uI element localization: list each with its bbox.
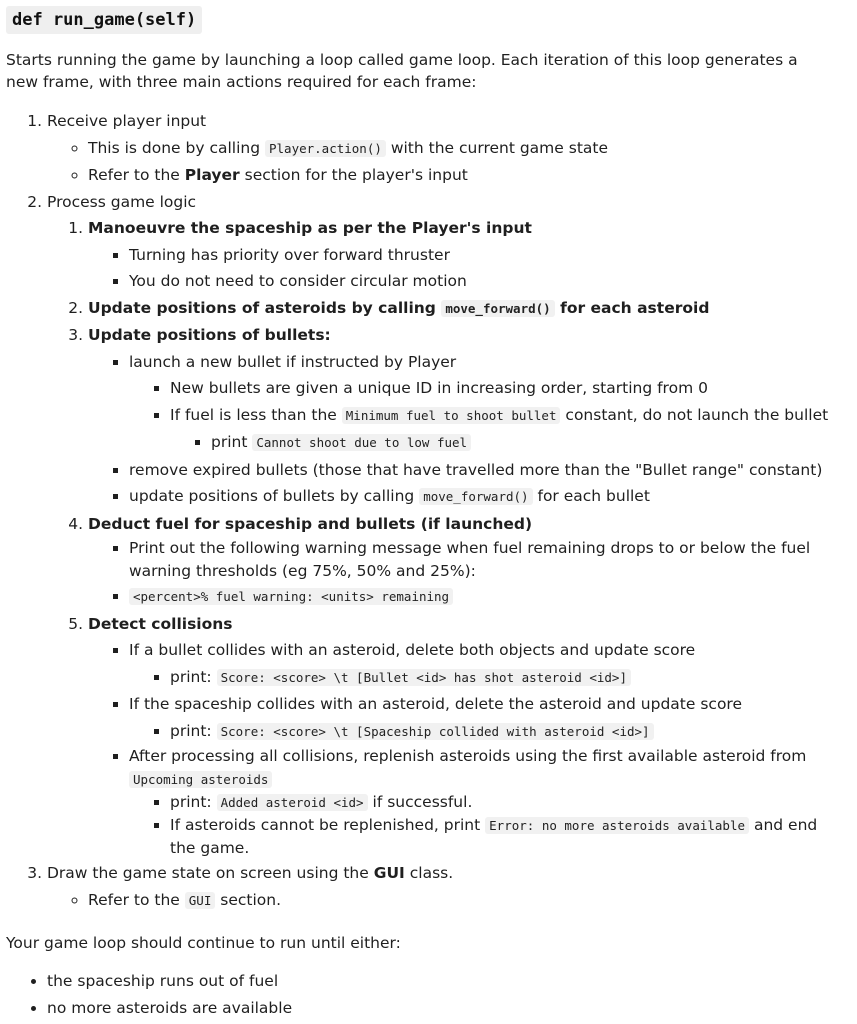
list-item <box>129 637 837 691</box>
text: print: <box>170 793 212 811</box>
method-heading: def run_game(self) <box>6 6 202 34</box>
text: for each bullet <box>537 487 650 505</box>
code-snippet: GUI <box>185 892 216 909</box>
text: print: <box>170 667 212 686</box>
text: section for the player's input <box>244 166 468 184</box>
text: print <box>211 433 248 451</box>
code-snippet: Score: <score> \t [Bullet <id> has shot asteroid <id>] <box>217 669 631 686</box>
text: If asteroids cannot be replenished, print <box>170 816 481 834</box>
code-snippet: Added asteroid <id> <box>217 794 368 811</box>
substep-fuel <box>88 511 837 611</box>
substep-label: Detect collisions <box>88 614 233 633</box>
text: for each asteroid <box>560 298 710 317</box>
substep-bullets <box>88 322 837 511</box>
text: Refer to the <box>88 890 180 909</box>
text: if successful. <box>372 793 473 811</box>
list-item: ▪ You do not need to consider circular motion <box>129 268 837 295</box>
text: If fuel is less than the <box>170 405 337 424</box>
substep-manoeuvre <box>88 215 837 295</box>
bold-text: Player <box>184 166 240 184</box>
list-item <box>170 791 837 814</box>
list-item <box>211 429 837 457</box>
substep-label <box>88 299 709 317</box>
text: class. <box>409 864 454 882</box>
list-item: ▪ Print out the following warning message when fuel remaining drops to or below the fuel warning thresholds (eg 75%, 50% and 25%): <box>129 537 837 583</box>
text: and end the game. <box>170 816 818 857</box>
end-conditions-list <box>6 968 292 1021</box>
step-label: Receive player input <box>47 112 207 130</box>
list-item: ▪ remove expired bullets (those that have travelled more than the "Bullet range" constant) <box>129 457 837 484</box>
code-snippet: Cannot shoot due to low fuel <box>252 434 471 451</box>
list-item <box>88 162 837 189</box>
list-item <box>129 691 837 745</box>
list-item <box>170 814 837 860</box>
intro-paragraph: Starts running the game by launching a loop called game loop. Each iteration of this loop generates a new frame, with three main actions required for each frame: <box>6 51 798 91</box>
step-draw-gui <box>47 860 837 914</box>
code-snippet: Score: <score> \t [Spaceship collided with asteroid <id>] <box>217 723 654 740</box>
substep-label: Update positions of bullets: <box>88 326 331 344</box>
list-item <box>88 135 837 163</box>
code-snippet: move_forward() <box>419 488 532 505</box>
list-item <box>88 887 837 915</box>
text: constant, do not launch the bullet <box>565 405 829 424</box>
list-item <box>170 718 837 746</box>
substep-label: Deduct fuel for spaceship and bullets (if launched) <box>88 514 533 533</box>
list-item: • no more asteroids are available <box>47 995 292 1022</box>
list-item <box>170 402 837 457</box>
text: If a bullet collides with an asteroid, delete both objects and update score <box>129 641 696 659</box>
text: update positions of bullets by calling <box>129 487 415 505</box>
substep-label: Manoeuvre the spaceship as per the Player's input <box>88 219 532 237</box>
text: If the spaceship collides with an asteroid, delete the asteroid and update score <box>129 695 742 713</box>
step-process-logic <box>47 189 837 861</box>
code-snippet: Error: no more asteroids available <box>485 817 749 834</box>
text: Update positions of asteroids by calling <box>88 298 436 317</box>
text: launch a new bullet if instructed by Player <box>129 352 457 371</box>
code-snippet: Minimum fuel to shoot bullet <box>342 407 561 424</box>
frame-steps-list <box>6 108 837 914</box>
list-item <box>129 349 837 457</box>
list-item <box>129 583 837 611</box>
substep-asteroids <box>88 295 837 323</box>
list-item: ▪ New bullets are given a unique ID in increasing order, starting from 0 <box>170 375 837 402</box>
outro-paragraph: Your game loop should continue to run until either: <box>6 934 401 952</box>
step-receive-input <box>47 108 837 189</box>
list-item: ▪ Turning has priority over forward thruster <box>129 242 837 269</box>
text: After processing all collisions, replenish asteroids using the first available asteroid from <box>129 747 807 765</box>
code-snippet: Upcoming asteroids <box>129 771 272 788</box>
text: print: <box>170 721 212 740</box>
code-snippet: move_forward() <box>441 300 554 317</box>
text: with the current game state <box>390 138 609 157</box>
text: This is done by calling <box>88 138 261 157</box>
list-item <box>129 745 837 860</box>
substep-collisions <box>88 611 837 861</box>
code-snippet: <percent>% fuel warning: <units> remaining <box>129 588 453 605</box>
text: Refer to the <box>88 166 180 184</box>
list-item: • the spaceship runs out of fuel <box>47 968 292 995</box>
code-snippet: Player.action() <box>265 140 386 157</box>
bold-text: GUI <box>373 864 405 882</box>
list-item <box>170 664 837 692</box>
text: section. <box>220 890 282 909</box>
step-label: Process game logic <box>47 192 197 211</box>
text: Draw the game state on screen using the <box>47 864 369 882</box>
list-item <box>129 483 837 511</box>
